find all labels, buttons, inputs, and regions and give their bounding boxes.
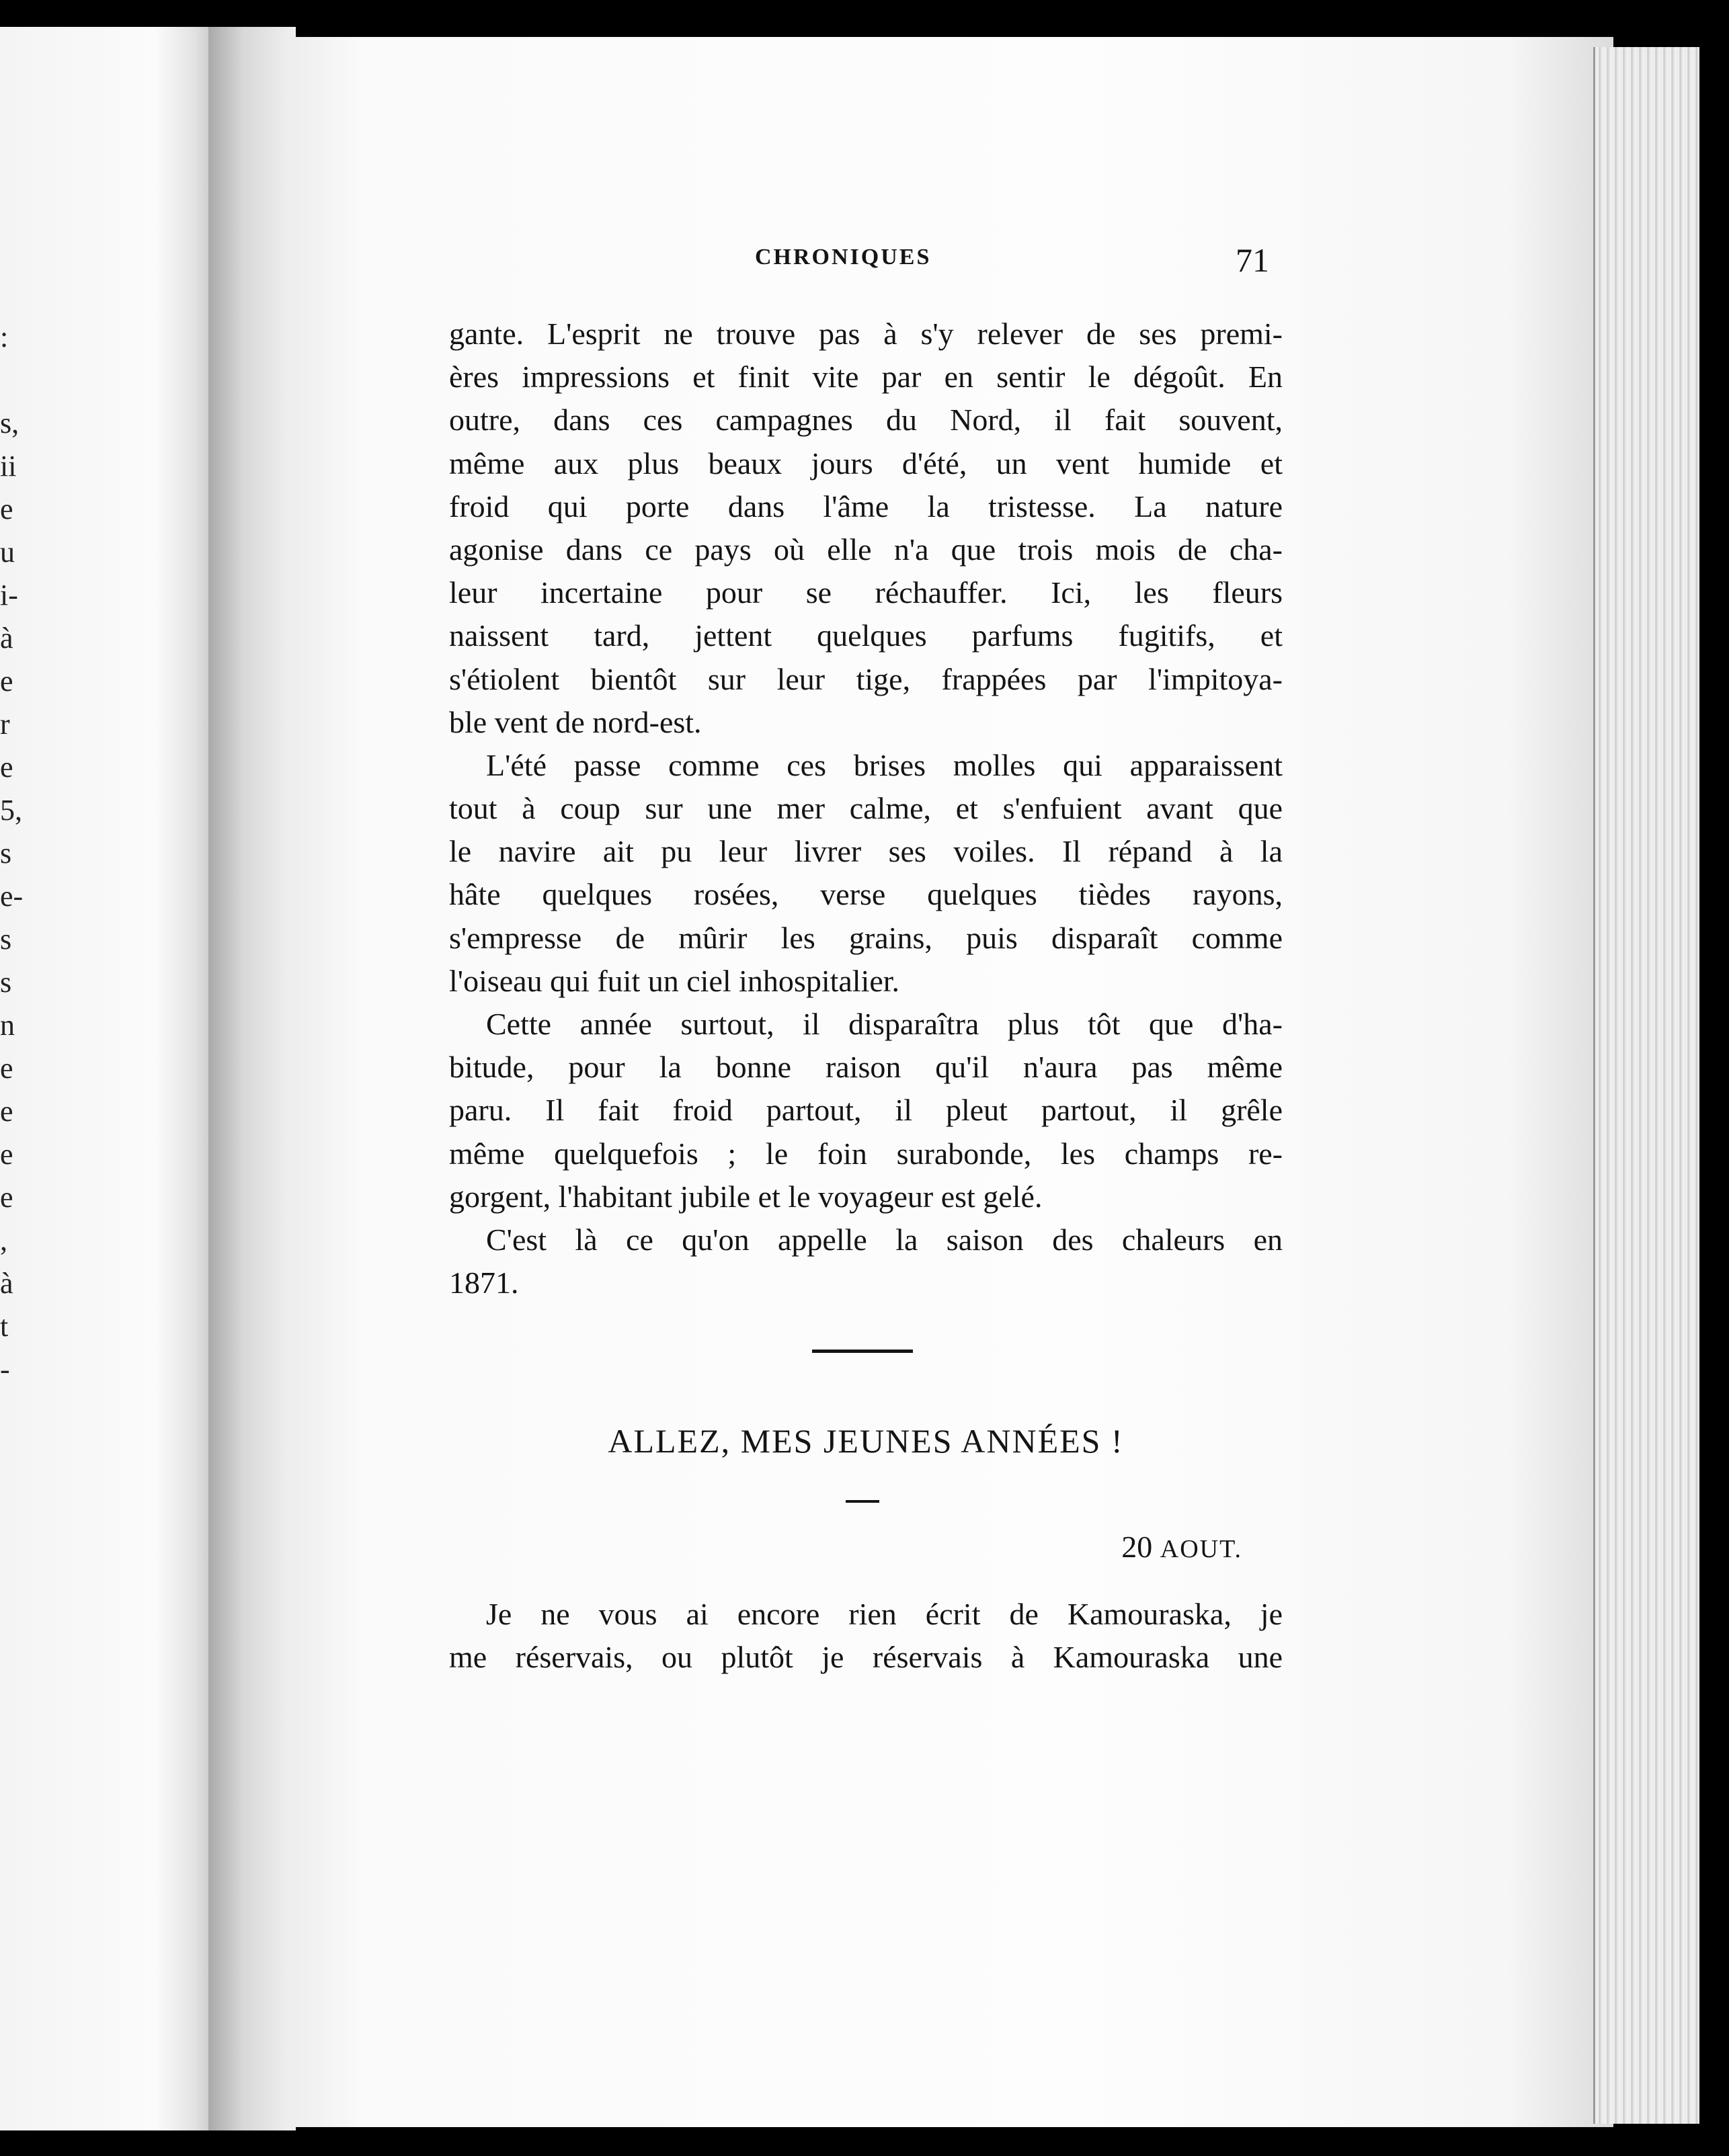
left-page-fragment: e: [0, 1181, 13, 1214]
section-divider-rule: [812, 1350, 913, 1353]
left-page-fragment: t: [0, 1310, 9, 1343]
left-page-fragment: à: [0, 622, 13, 655]
text-line: ble vent de nord-est.: [449, 704, 702, 739]
left-page-fragment: :: [0, 321, 9, 354]
running-title: CHRONIQUES: [755, 245, 932, 270]
text-line: même aux plus beaux jours d'été, un vent humide et: [449, 446, 1283, 481]
left-page-text-fragments: [0, 316, 27, 1391]
text-line: même quelquefois ; le foin surabonde, les champs re-: [449, 1136, 1283, 1171]
text-line: Je ne vous ai encore rien écrit de Kamouraska, je: [486, 1597, 1283, 1631]
page-edges: [1593, 47, 1699, 2124]
section-title: ALLEZ, MES JEUNES ANNÉES !: [608, 1422, 1124, 1460]
text-line: tout à coup sur une mer calme, et s'enfuient avant que: [449, 791, 1283, 826]
text-line: me réservais, ou plutôt je réservais à Kamouraska une: [449, 1640, 1283, 1675]
left-page-fragment: s: [0, 837, 12, 870]
left-page-fragment: e: [0, 1052, 13, 1085]
text-line: leur incertaine pour se réchauffer. Ici, les fleurs: [449, 575, 1283, 610]
text-line: agonise dans ce pays où elle n'a que trois mois de cha-: [449, 532, 1283, 567]
text-line: s'empresse de mûrir les grains, puis disparaît comme: [449, 920, 1283, 955]
title-short-rule: [846, 1500, 879, 1503]
left-facing-page: [0, 27, 222, 2130]
left-page-fragment: ,: [0, 1224, 7, 1257]
text-line: C'est là ce qu'on appelle la saison des chaleurs en: [486, 1222, 1283, 1257]
text-line: hâte quelques rosées, verse quelques tièdes rayons,: [449, 877, 1283, 912]
left-page-fragment: e-: [0, 880, 24, 913]
date-number: 20: [1121, 1530, 1153, 1564]
text-line: ères impressions et finit vite par en sentir le dégoût. En: [449, 360, 1283, 395]
left-page-fragment: [0, 359, 27, 402]
text-line: paru. Il fait froid partout, il pleut partout, il grêle: [449, 1093, 1283, 1128]
left-page-fragment: e: [0, 493, 13, 526]
left-page-fragment: e: [0, 1095, 13, 1128]
left-page-fragment: i-: [0, 579, 18, 612]
page-number: 71: [1236, 241, 1269, 279]
dateline: [1121, 1529, 1242, 1565]
text-line: s'étiolent bientôt sur leur tige, frappées par l'impitoya-: [449, 661, 1283, 696]
text-line: froid qui porte dans l'âme la tristesse. La nature: [449, 489, 1283, 524]
left-page-fragment: n: [0, 1009, 15, 1042]
text-line: 1871.: [449, 1266, 519, 1300]
running-head: [449, 242, 1283, 282]
text-line: gorgent, l'habitant jubile et le voyageur est gelé.: [449, 1179, 1043, 1214]
text-line: outre, dans ces campagnes du Nord, il fait souvent,: [449, 403, 1283, 438]
text-line: gante. L'esprit ne trouve pas à s'y relever de ses premi-: [449, 317, 1283, 351]
left-page-fragment: r: [0, 708, 10, 741]
left-page-fragment: e: [0, 751, 13, 784]
text-line: Cette année surtout, il disparaîtra plus tôt que d'ha-: [486, 1007, 1283, 1041]
left-page-fragment: ii: [0, 450, 17, 483]
left-page-fragment: -: [0, 1353, 10, 1386]
left-page-fragment: e: [0, 1138, 13, 1171]
section1-body: [449, 313, 1283, 1304]
left-page-fragment: s,: [0, 407, 19, 440]
date-month: AOUT.: [1160, 1535, 1242, 1563]
left-page-fragment: 5,: [0, 794, 22, 827]
left-page-fragment: u: [0, 536, 15, 569]
text-line: naissent tard, jettent quelques parfums fugitifs, et: [449, 618, 1283, 653]
text-line: bitude, pour la bonne raison qu'il n'aura pas même: [449, 1050, 1283, 1085]
left-page-fragment: e: [0, 665, 13, 698]
left-page-fragment: s: [0, 923, 12, 956]
section2-body: [449, 1593, 1283, 1679]
left-page-fragment: à: [0, 1267, 13, 1300]
text-line: le navire ait pu leur livrer ses voiles. Il répand à la: [449, 834, 1283, 869]
text-line: L'été passe comme ces brises molles qui apparaissent: [486, 747, 1283, 782]
text-line: l'oiseau qui fuit un ciel inhospitalier.: [449, 963, 900, 998]
left-page-fragment: s: [0, 966, 12, 999]
